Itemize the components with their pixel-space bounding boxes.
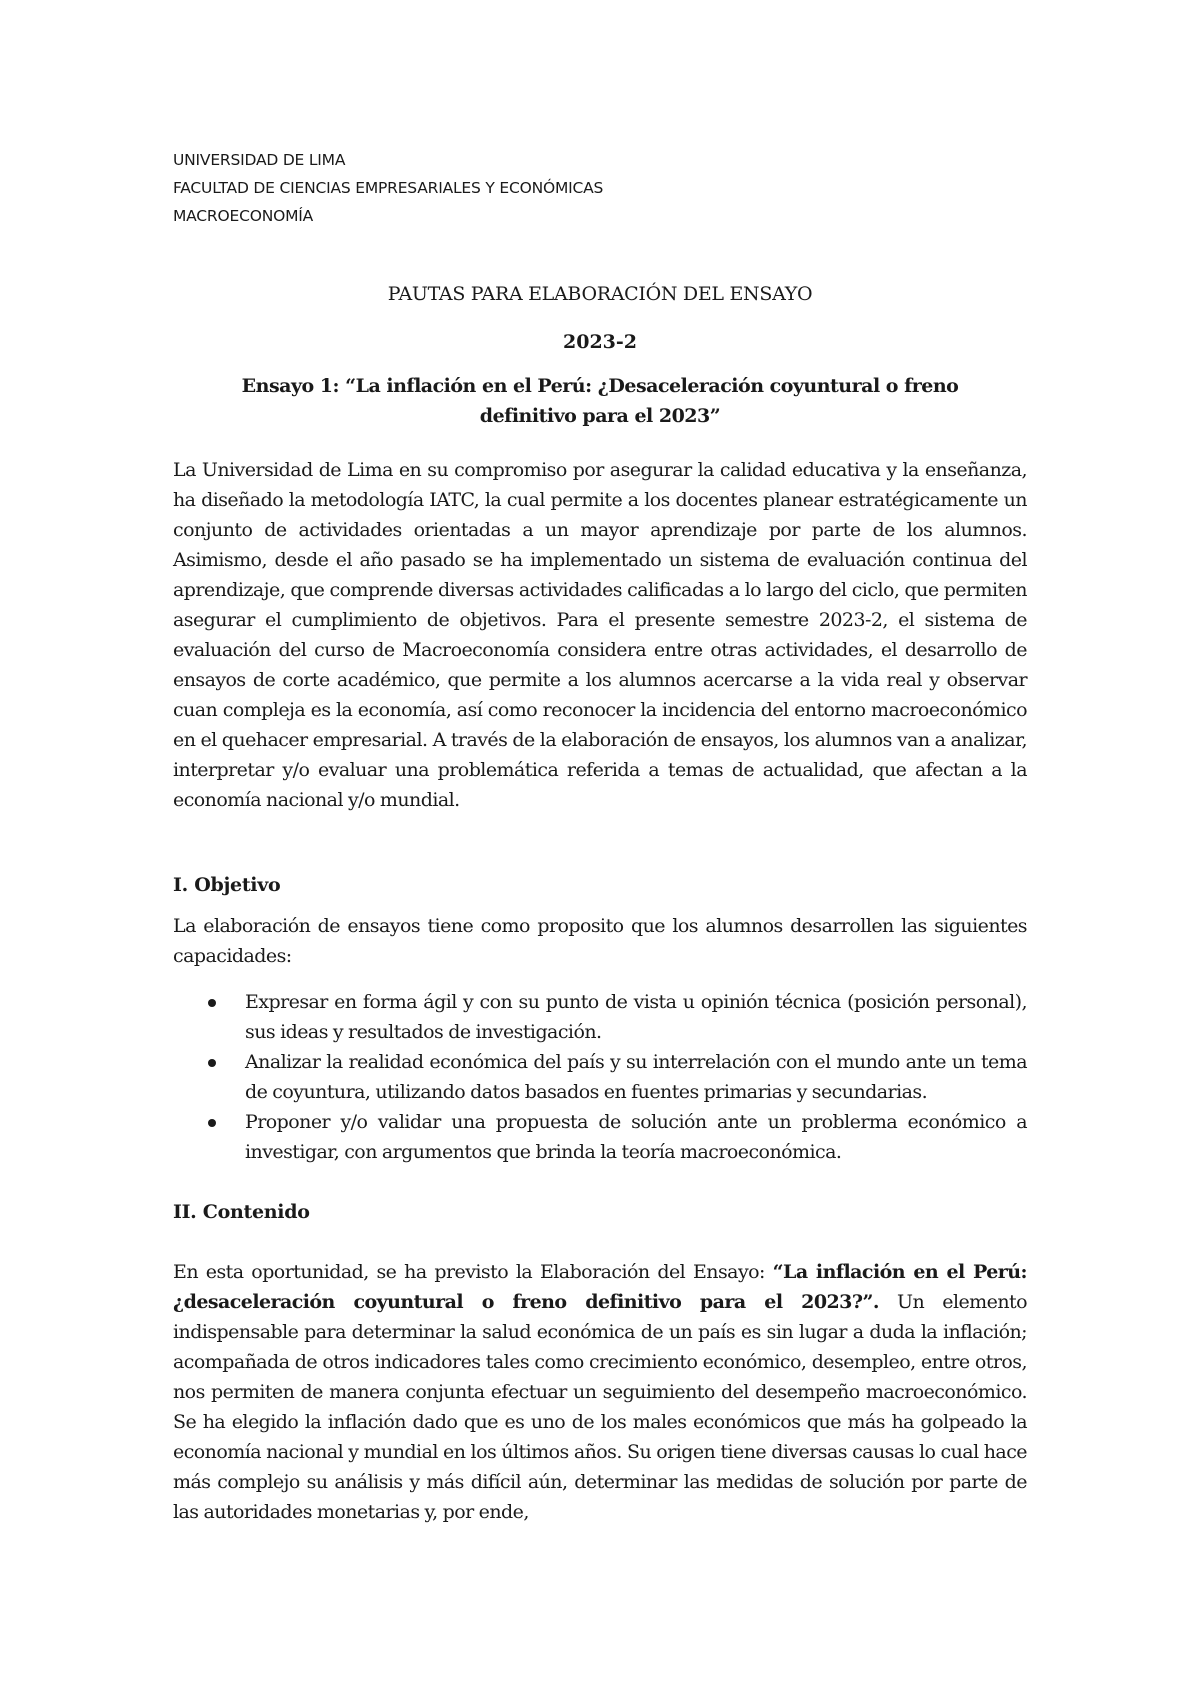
faculty-name: FACULTAD DE CIENCIAS EMPRESARIALES Y ECONÓMICAS — [173, 179, 604, 197]
document-header — [173, 146, 603, 230]
essay-title-inline: “La inflación en el Perú: ¿desaceleración coyuntural o freno definitivo para el 2023?”. — [173, 1261, 1027, 1313]
list-item-text: Analizar la realidad económica del país y su interrelación con el mundo ante un tema de coyuntura, utilizando datos basados en fuentes primarias y secundarias. — [245, 1051, 1027, 1103]
content-paragraph-rest: Un elemento indispensable para determinar la salud económica de un país es sin lugar a duda la inflación; acompañada de otros indicadores tales como crecimiento económico, desempleo, entre otros, nos permiten de manera conjunta efectuar un seguimiento del desempeño macroeconómico. Se ha elegido la inflación dado que es uno de los males económicos que más ha golpeado la economía nacional y mundial en los últimos años. Su origen tiene diversas causas lo cual hace más complejo su análisis y más difícil aún, determinar las medidas de solución por parte de las autoridades monetarias y, por ende, — [173, 1291, 1027, 1523]
bullet-icon — [208, 1119, 216, 1127]
university-name: UNIVERSIDAD DE LIMA — [173, 151, 346, 169]
bullet-icon — [208, 999, 216, 1007]
content-paragraph — [173, 1257, 1027, 1527]
document-title: PAUTAS PARA ELABORACIÓN DEL ENSAYO — [387, 283, 813, 305]
document-term: 2023-2 — [563, 331, 637, 353]
bullet-icon — [208, 1059, 216, 1067]
objective-bullet-list — [173, 987, 1027, 1167]
list-item — [173, 1047, 1027, 1107]
essay-title: Ensayo 1: “La inflación en el Perú: ¿Desaceleración coyuntural o freno definitivo para el 2023” — [241, 375, 959, 427]
section-heading-objective: I. Objetivo — [173, 874, 281, 896]
list-item — [173, 1107, 1027, 1167]
content-paragraph-start: En esta oportunidad, se ha previsto la Elaboración del Ensayo: — [173, 1261, 773, 1283]
objective-paragraph: La elaboración de ensayos tiene como proposito que los alumnos desarrollen las siguientes capacidades: — [173, 915, 1027, 967]
list-item-text: Expresar en forma ágil y con su punto de vista u opinión técnica (posición personal), sus ideas y resultados de investigación. — [245, 991, 1027, 1043]
list-item-text: Proponer y/o validar una propuesta de solución ante un problerma económico a investigar, con argumentos que brinda la teoría macroeconómica. — [245, 1111, 1027, 1163]
list-item — [173, 987, 1027, 1047]
intro-paragraph: La Universidad de Lima en su compromiso por asegurar la calidad educativa y la enseñanza, ha diseñado la metodología IATC, la cual permite a los docentes planear estratégicamente un conjunto de actividades orientadas a un mayor aprendizaje por parte de los alumnos. Asimismo, desde el año pasado se ha implementado un sistema de evaluación continua del aprendizaje, que comprende diversas actividades calificadas a lo largo del ciclo, que permiten asegurar el cumplimiento de objetivos. Para el presente semestre 2023-2, el sistema de evaluación del curso de Macroeconomía considera entre otras actividades, el desarrollo de ensayos de corte académico, que permite a los alumnos acercarse a la vida real y observar cuan compleja es la economía, así como reconocer la incidencia del entorno macroeconómico en el quehacer empresarial. A través de la elaboración de ensayos, los alumnos van a analizar, interpretar y/o evaluar una problemática referida a temas de actualidad, que afectan a la economía nacional y/o mundial. — [173, 459, 1027, 811]
section-heading-content: II. Contenido — [173, 1201, 310, 1223]
course-name: MACROECONOMÍA — [173, 207, 314, 225]
